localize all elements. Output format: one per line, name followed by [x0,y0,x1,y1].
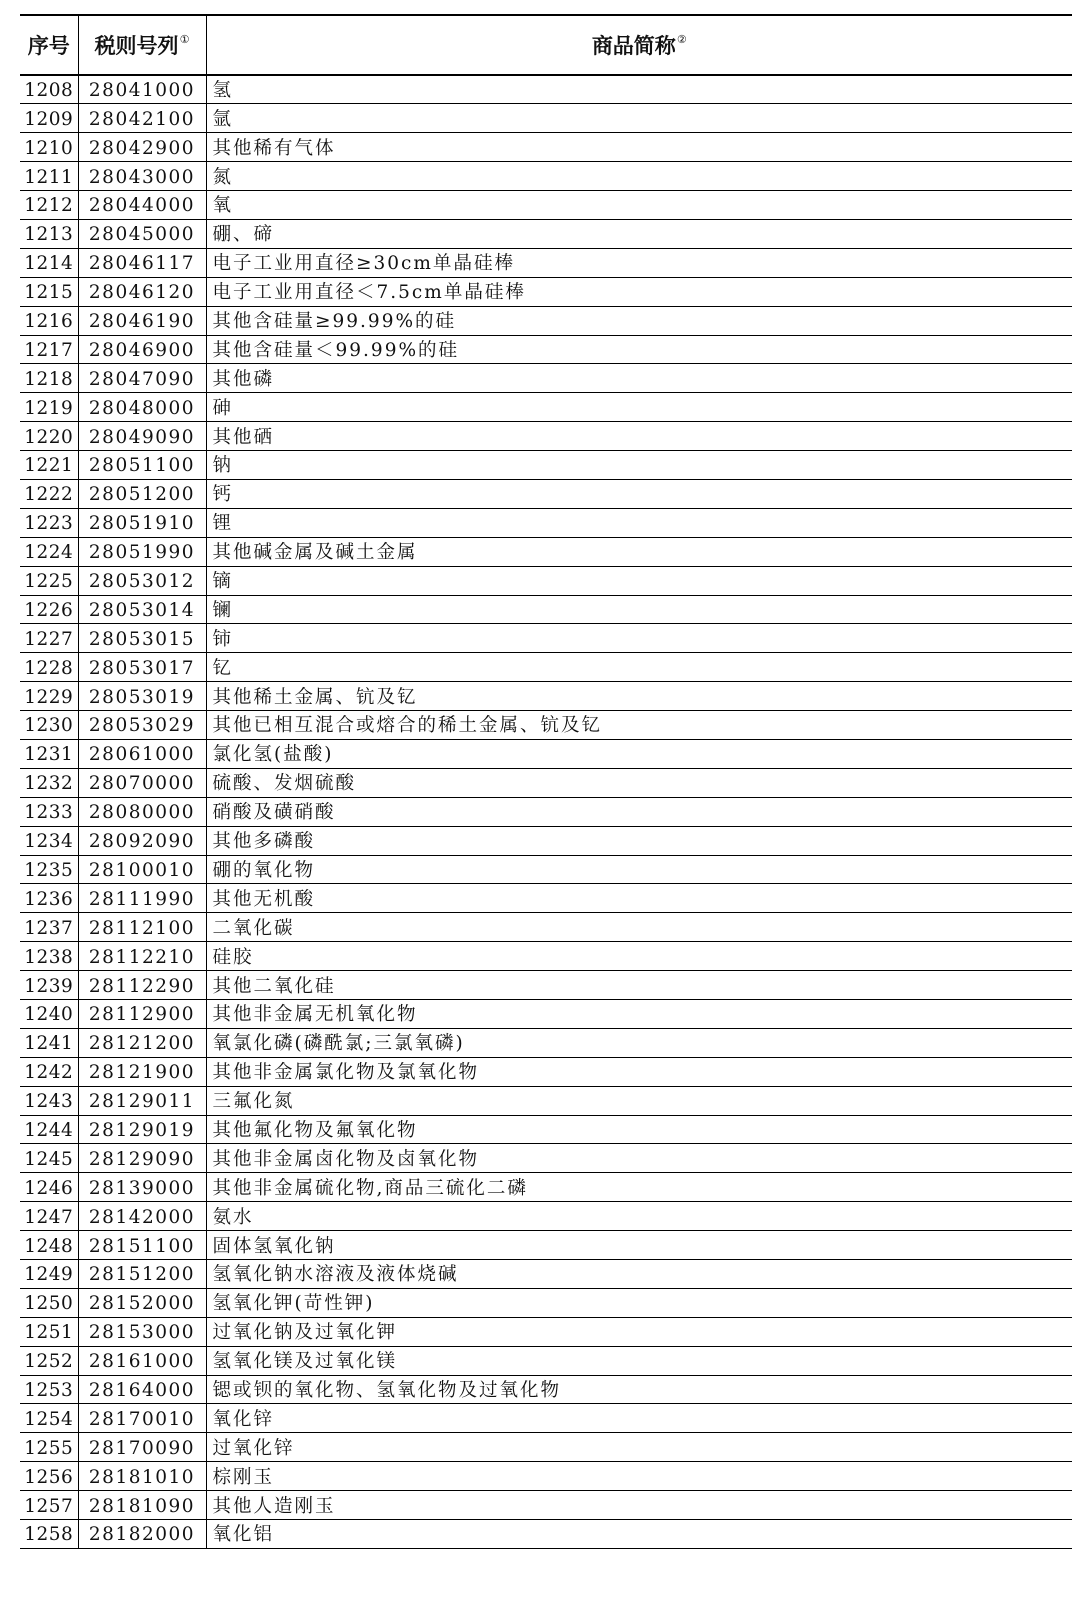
cell-seq: 1254 [20,1404,78,1433]
cell-name: 氢氧化钠水溶液及液体烧碱 [206,1260,1072,1289]
table-row [20,1288,1072,1317]
tariff-table-sheet [20,14,1072,1549]
cell-code: 28053015 [78,624,206,653]
table-row [20,422,1072,451]
cell-code: 28100010 [78,855,206,884]
table-body [20,75,1072,1548]
cell-code: 28070000 [78,768,206,797]
cell-code: 28170010 [78,1404,206,1433]
cell-seq: 1228 [20,653,78,682]
cell-name: 氧化锌 [206,1404,1072,1433]
header-seq [20,15,78,75]
cell-seq: 1258 [20,1520,78,1549]
cell-seq: 1220 [20,422,78,451]
cell-code: 28053014 [78,595,206,624]
table-row [20,913,1072,942]
cell-name: 其他人造刚玉 [206,1491,1072,1520]
cell-seq: 1237 [20,913,78,942]
cell-name: 固体氢氧化钠 [206,1231,1072,1260]
cell-code: 28111990 [78,884,206,913]
cell-seq: 1238 [20,942,78,971]
table-row [20,768,1072,797]
cell-name: 电子工业用直径＜7.5cm单晶硅棒 [206,277,1072,306]
cell-seq: 1239 [20,971,78,1000]
table-row [20,335,1072,364]
cell-code: 28164000 [78,1375,206,1404]
table-row [20,1057,1072,1086]
cell-code: 28080000 [78,797,206,826]
cell-code: 28142000 [78,1202,206,1231]
cell-code: 28053017 [78,653,206,682]
cell-name: 氢氧化镁及过氧化镁 [206,1346,1072,1375]
header-code-footnote-mark: ① [179,33,190,46]
table-row [20,1000,1072,1029]
cell-seq: 1245 [20,1144,78,1173]
cell-name: 硼、碲 [206,219,1072,248]
cell-name: 过氧化钠及过氧化钾 [206,1317,1072,1346]
cell-seq: 1215 [20,277,78,306]
cell-seq: 1248 [20,1231,78,1260]
header-code [78,15,206,75]
cell-code: 28047090 [78,364,206,393]
table-row [20,739,1072,768]
cell-name: 其他碱金属及碱土金属 [206,537,1072,566]
cell-code: 28045000 [78,219,206,248]
table-row [20,566,1072,595]
cell-code: 28112100 [78,913,206,942]
cell-seq: 1255 [20,1433,78,1462]
cell-code: 28181090 [78,1491,206,1520]
cell-seq: 1222 [20,479,78,508]
cell-name: 其他稀土金属、钪及钇 [206,682,1072,711]
cell-seq: 1230 [20,711,78,740]
cell-seq: 1249 [20,1260,78,1289]
cell-code: 28051910 [78,508,206,537]
cell-name: 其他磷 [206,364,1072,393]
table-row [20,595,1072,624]
cell-name: 其他含硅量≥99.99%的硅 [206,306,1072,335]
cell-seq: 1253 [20,1375,78,1404]
cell-name: 锶或钡的氧化物、氢氧化物及过氧化物 [206,1375,1072,1404]
table-row [20,884,1072,913]
table-row [20,797,1072,826]
cell-seq: 1217 [20,335,78,364]
table-row [20,1260,1072,1289]
cell-seq: 1233 [20,797,78,826]
table-row [20,653,1072,682]
table-row [20,1404,1072,1433]
cell-name: 硫酸、发烟硫酸 [206,768,1072,797]
cell-seq: 1247 [20,1202,78,1231]
cell-seq: 1251 [20,1317,78,1346]
cell-name: 氮 [206,162,1072,191]
table-row [20,1462,1072,1491]
table-row [20,393,1072,422]
cell-name: 二氧化碳 [206,913,1072,942]
table-row [20,537,1072,566]
table-row [20,1520,1072,1549]
cell-code: 28042100 [78,104,206,133]
cell-name: 其他氟化物及氟氧化物 [206,1115,1072,1144]
cell-seq: 1208 [20,75,78,104]
cell-seq: 1242 [20,1057,78,1086]
cell-name: 硝酸及磺硝酸 [206,797,1072,826]
cell-code: 28182000 [78,1520,206,1549]
cell-seq: 1252 [20,1346,78,1375]
cell-seq: 1244 [20,1115,78,1144]
cell-code: 28051200 [78,479,206,508]
cell-name: 其他无机酸 [206,884,1072,913]
cell-code: 28170090 [78,1433,206,1462]
cell-seq: 1223 [20,508,78,537]
table-row [20,191,1072,220]
cell-name: 镧 [206,595,1072,624]
table-row [20,364,1072,393]
cell-name: 硅胶 [206,942,1072,971]
cell-name: 其他二氧化硅 [206,971,1072,1000]
cell-name: 三氟化氮 [206,1086,1072,1115]
cell-name: 棕刚玉 [206,1462,1072,1491]
cell-seq: 1221 [20,451,78,480]
header-row [20,15,1072,75]
header-name-footnote-mark: ② [676,33,687,46]
cell-code: 28129019 [78,1115,206,1144]
cell-code: 28049090 [78,422,206,451]
cell-name: 钇 [206,653,1072,682]
table-row [20,1202,1072,1231]
table-row [20,624,1072,653]
cell-seq: 1241 [20,1028,78,1057]
cell-seq: 1246 [20,1173,78,1202]
cell-name: 氧氯化磷(磷酰氯;三氯氧磷) [206,1028,1072,1057]
cell-code: 28181010 [78,1462,206,1491]
table-row [20,826,1072,855]
cell-seq: 1250 [20,1288,78,1317]
cell-seq: 1209 [20,104,78,133]
cell-code: 28041000 [78,75,206,104]
table-row [20,277,1072,306]
table-row [20,1346,1072,1375]
table-row [20,1115,1072,1144]
table-row [20,1231,1072,1260]
cell-seq: 1216 [20,306,78,335]
cell-name: 钠 [206,451,1072,480]
cell-code: 28044000 [78,191,206,220]
cell-name: 其他含硅量＜99.99%的硅 [206,335,1072,364]
tariff-table [20,14,1072,1549]
cell-seq: 1234 [20,826,78,855]
table-row [20,479,1072,508]
table-row [20,1317,1072,1346]
cell-seq: 1257 [20,1491,78,1520]
cell-code: 28051990 [78,537,206,566]
cell-name: 其他硒 [206,422,1072,451]
cell-code: 28152000 [78,1288,206,1317]
cell-seq: 1227 [20,624,78,653]
header-name [206,15,1072,75]
cell-name: 其他非金属硫化物,商品三硫化二磷 [206,1173,1072,1202]
table-row [20,942,1072,971]
table-row [20,133,1072,162]
cell-name: 其他非金属无机氧化物 [206,1000,1072,1029]
cell-code: 28112900 [78,1000,206,1029]
table-row [20,711,1072,740]
cell-name: 氧化铝 [206,1520,1072,1549]
cell-seq: 1229 [20,682,78,711]
cell-code: 28046190 [78,306,206,335]
table-row [20,1144,1072,1173]
cell-name: 氧 [206,191,1072,220]
cell-seq: 1236 [20,884,78,913]
table-row [20,971,1072,1000]
table-row [20,1375,1072,1404]
cell-name: 砷 [206,393,1072,422]
cell-name: 氯化氢(盐酸) [206,739,1072,768]
header-seq-label: 序号 [27,34,70,58]
cell-seq: 1211 [20,162,78,191]
cell-code: 28048000 [78,393,206,422]
cell-seq: 1243 [20,1086,78,1115]
table-row [20,104,1072,133]
cell-seq: 1212 [20,191,78,220]
cell-seq: 1210 [20,133,78,162]
cell-seq: 1214 [20,248,78,277]
cell-name: 电子工业用直径≥30cm单晶硅棒 [206,248,1072,277]
cell-code: 28092090 [78,826,206,855]
table-row [20,219,1072,248]
cell-code: 28151200 [78,1260,206,1289]
cell-code: 28129011 [78,1086,206,1115]
table-row [20,306,1072,335]
table-row [20,451,1072,480]
cell-code: 28046900 [78,335,206,364]
table-row [20,162,1072,191]
cell-name: 氢氧化钾(苛性钾) [206,1288,1072,1317]
table-row [20,1086,1072,1115]
cell-name: 其他稀有气体 [206,133,1072,162]
table-row [20,1433,1072,1462]
table-row [20,1028,1072,1057]
cell-code: 28112290 [78,971,206,1000]
cell-code: 28121200 [78,1028,206,1057]
cell-code: 28121900 [78,1057,206,1086]
cell-code: 28053029 [78,711,206,740]
table-row [20,855,1072,884]
table-row [20,682,1072,711]
table-row [20,1173,1072,1202]
header-code-label: 税则号列 [94,34,179,58]
cell-name: 其他非金属卤化物及卤氧化物 [206,1144,1072,1173]
cell-code: 28042900 [78,133,206,162]
cell-seq: 1226 [20,595,78,624]
cell-name: 其他非金属氯化物及氯氧化物 [206,1057,1072,1086]
cell-code: 28139000 [78,1173,206,1202]
cell-seq: 1231 [20,739,78,768]
cell-name: 钙 [206,479,1072,508]
cell-seq: 1256 [20,1462,78,1491]
header-name-label: 商品简称 [591,34,676,58]
cell-seq: 1232 [20,768,78,797]
cell-name: 氩 [206,104,1072,133]
cell-name: 氨水 [206,1202,1072,1231]
cell-code: 28061000 [78,739,206,768]
cell-name: 硼的氧化物 [206,855,1072,884]
cell-code: 28053012 [78,566,206,595]
cell-name: 其他已相互混合或熔合的稀土金属、钪及钇 [206,711,1072,740]
cell-seq: 1224 [20,537,78,566]
cell-code: 28153000 [78,1317,206,1346]
cell-seq: 1219 [20,393,78,422]
cell-seq: 1225 [20,566,78,595]
cell-code: 28129090 [78,1144,206,1173]
cell-code: 28051100 [78,451,206,480]
table-row [20,75,1072,104]
table-row [20,1491,1072,1520]
cell-name: 氢 [206,75,1072,104]
table-row [20,508,1072,537]
table-row [20,248,1072,277]
cell-seq: 1235 [20,855,78,884]
cell-code: 28046117 [78,248,206,277]
cell-name: 锂 [206,508,1072,537]
cell-code: 28161000 [78,1346,206,1375]
cell-code: 28112210 [78,942,206,971]
cell-code: 28046120 [78,277,206,306]
cell-name: 其他多磷酸 [206,826,1072,855]
cell-code: 28053019 [78,682,206,711]
cell-seq: 1240 [20,1000,78,1029]
table-header [20,15,1072,75]
cell-seq: 1218 [20,364,78,393]
cell-code: 28043000 [78,162,206,191]
cell-code: 28151100 [78,1231,206,1260]
cell-name: 铈 [206,624,1072,653]
cell-name: 过氧化锌 [206,1433,1072,1462]
cell-name: 镝 [206,566,1072,595]
cell-seq: 1213 [20,219,78,248]
